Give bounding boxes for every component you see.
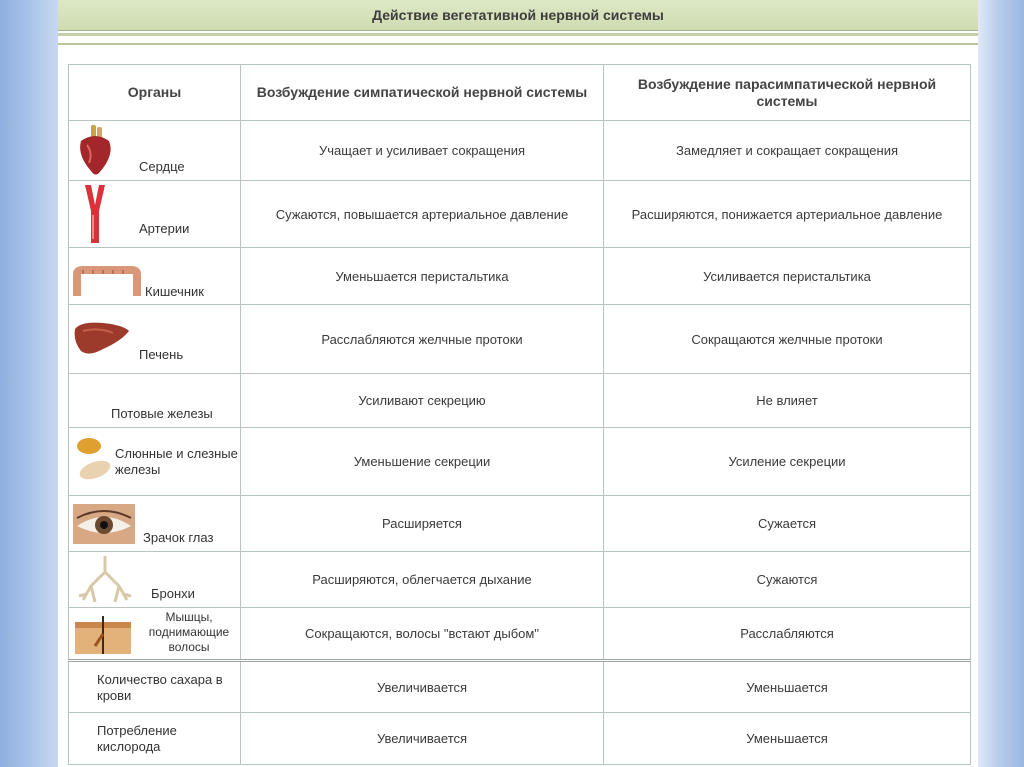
skin-icon <box>75 616 131 654</box>
organ-cell <box>69 496 241 552</box>
column-header-organs: Органы <box>69 65 241 121</box>
slide-title: Действие вегетативной нервной системы <box>58 0 978 31</box>
heart-icon <box>75 125 115 177</box>
organ-name: Сердце <box>139 159 185 174</box>
organ-cell <box>69 713 241 765</box>
organ-name: Зрачок глаз <box>143 530 214 545</box>
table-row <box>69 428 971 496</box>
bronchi-icon <box>75 556 135 606</box>
parasympathetic-effect: Усиление секреции <box>604 428 971 496</box>
parasympathetic-effect: Сужаются <box>604 552 971 608</box>
table-row <box>69 121 971 181</box>
organ-name: Мышцы, поднимающие волосы <box>148 610 230 654</box>
sympathetic-effect: Сужаются, повышается артериальное давление <box>241 181 604 248</box>
sympathetic-effect: Увеличивается <box>241 661 604 713</box>
organ-name: Печень <box>139 347 184 362</box>
parasympathetic-effect: Расширяются, понижается артериальное давление <box>604 181 971 248</box>
table-row <box>69 608 971 661</box>
organ-name: Слюнные и слезные железы <box>115 446 238 477</box>
parasympathetic-effect: Сокращаются желчные протоки <box>604 305 971 374</box>
table-row <box>69 661 971 713</box>
table-header-row <box>69 65 971 121</box>
sympathetic-effect: Уменьшение секреции <box>241 428 604 496</box>
right-border <box>978 0 1024 767</box>
organ-name: Кишечник <box>145 284 204 299</box>
slide <box>58 0 978 767</box>
organ-cell <box>69 661 241 713</box>
column-header-parasympathetic: Возбуждение парасимпатической нервной системы <box>604 65 971 121</box>
table-row <box>69 713 971 765</box>
organ-name: Бронхи <box>151 586 195 601</box>
intestine-icon <box>73 266 141 300</box>
organ-cell <box>69 305 241 374</box>
column-header-sympathetic: Возбуждение симпатической нервной системы <box>241 65 604 121</box>
organ-name: Потребление кислорода <box>97 723 177 754</box>
table-row <box>69 374 971 428</box>
organ-cell <box>69 248 241 305</box>
parasympathetic-effect: Сужается <box>604 496 971 552</box>
sympathetic-effect: Уменьшается перистальтика <box>241 248 604 305</box>
sympathetic-effect: Расслабляются желчные протоки <box>241 305 604 374</box>
sympathetic-effect: Учащает и усиливает сокращения <box>241 121 604 181</box>
ans-effects-table <box>68 64 971 765</box>
parasympathetic-effect: Не влияет <box>604 374 971 428</box>
sympathetic-effect: Увеличивается <box>241 713 604 765</box>
organ-name: Артерии <box>139 221 190 236</box>
table-row <box>69 305 971 374</box>
table-row <box>69 552 971 608</box>
parasympathetic-effect: Усиливается перистальтика <box>604 248 971 305</box>
eye-icon <box>73 504 135 544</box>
sympathetic-effect: Сокращаются, волосы "встают дыбом" <box>241 608 604 661</box>
table-row <box>69 181 971 248</box>
organ-cell <box>69 608 241 661</box>
gland-icon <box>75 434 113 486</box>
divider <box>58 43 978 45</box>
sympathetic-effect: Расширяются, облегчается дыхание <box>241 552 604 608</box>
divider <box>58 33 978 36</box>
organ-name: Количество сахара в крови <box>97 672 223 703</box>
table-row <box>69 496 971 552</box>
organ-cell <box>69 428 241 496</box>
table-row <box>69 248 971 305</box>
organ-cell <box>69 374 241 428</box>
parasympathetic-effect: Уменьшается <box>604 713 971 765</box>
liver-icon <box>73 319 131 357</box>
organ-name: Потовые железы <box>111 406 213 421</box>
parasympathetic-effect: Расслабляются <box>604 608 971 661</box>
organ-cell <box>69 181 241 248</box>
sympathetic-effect: Усиливают секрецию <box>241 374 604 428</box>
organ-cell <box>69 121 241 181</box>
organ-cell <box>69 552 241 608</box>
sympathetic-effect: Расширяется <box>241 496 604 552</box>
artery-icon <box>81 185 109 245</box>
parasympathetic-effect: Уменьшается <box>604 661 971 713</box>
parasympathetic-effect: Замедляет и сокращает сокращения <box>604 121 971 181</box>
